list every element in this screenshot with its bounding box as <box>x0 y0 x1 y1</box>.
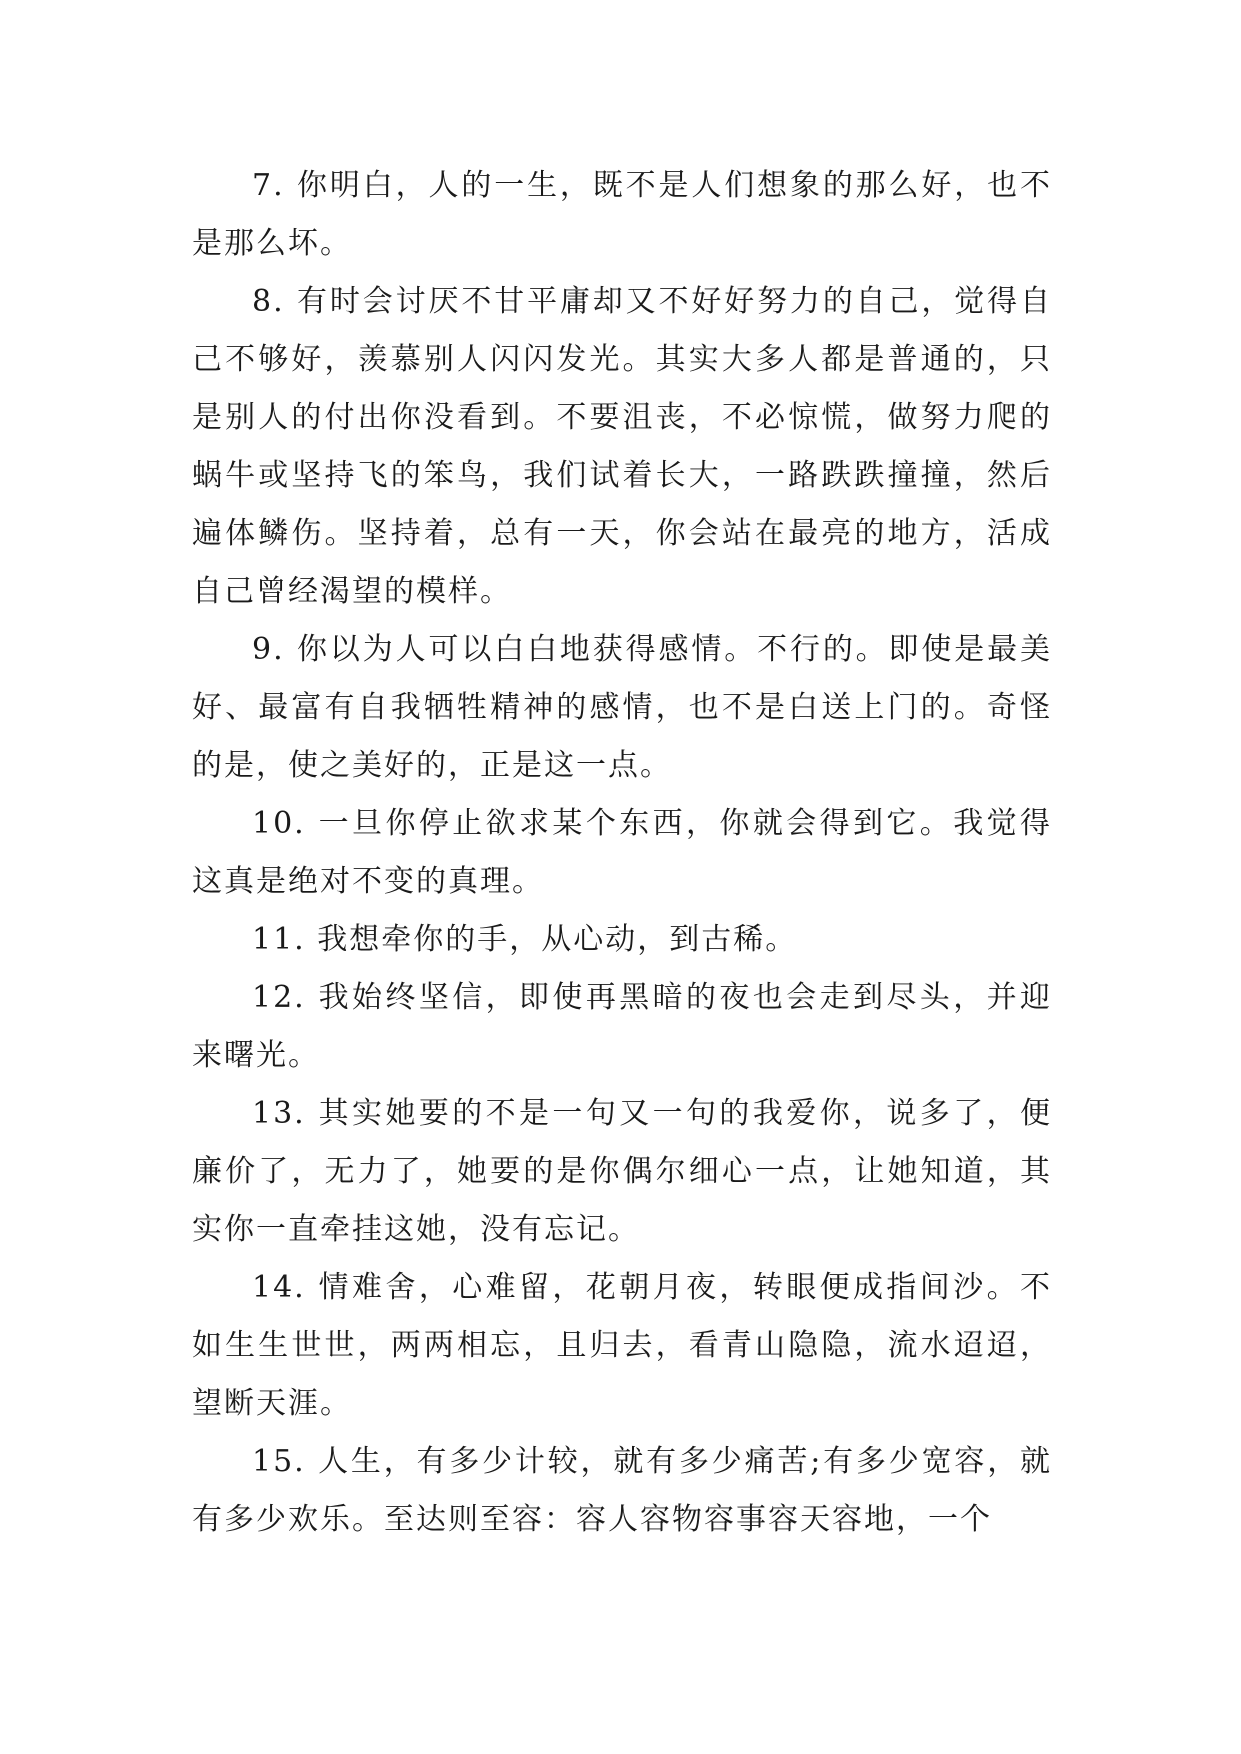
paragraph-text: 我始终坚信，即使再黑暗的夜也会走到尽头，并迎来曙光。 <box>192 980 1052 1073</box>
paragraph-text: 有时会讨厌不甘平庸却又不好好努力的自己，觉得自己不够好，羡慕别人闪闪发光。其实大多人都是普通的，只是别人的付出你没看到。不要沮丧，不必惊慌，做努力爬的蜗牛或坚持飞的笨鸟，我们试着长大，一路跌跌撞撞，然后遍体鳞伤。坚持着，总有一天，你会站在最亮的地方，活成自己曾经渴望的模样。 <box>192 284 1052 609</box>
paragraph-7 <box>192 157 1052 273</box>
paragraph-text: 情难舍，心难留，花朝月夜，转眼便成指间沙。不如生生世世，两两相忘，且归去，看青山隐隐，流水迢迢，望断天涯。 <box>192 1270 1052 1421</box>
paragraph-number: 15. <box>252 1444 306 1479</box>
paragraph-15 <box>192 1433 1052 1549</box>
paragraph-number: 8. <box>252 284 285 319</box>
paragraph-11 <box>192 911 1052 969</box>
paragraph-10 <box>192 795 1052 911</box>
paragraph-number: 9. <box>252 632 285 667</box>
paragraph-number: 12. <box>252 980 306 1015</box>
paragraph-number: 7. <box>252 168 285 203</box>
paragraph-number: 13. <box>252 1096 306 1131</box>
paragraph-text: 其实她要的不是一句又一句的我爱你，说多了，便廉价了，无力了，她要的是你偶尔细心一点，让她知道，其实你一直牵挂这她，没有忘记。 <box>192 1096 1052 1247</box>
paragraph-text: 一旦你停止欲求某个东西，你就会得到它。我觉得这真是绝对不变的真理。 <box>192 806 1052 899</box>
paragraph-12 <box>192 969 1052 1085</box>
paragraph-8 <box>192 273 1052 621</box>
paragraph-number: 10. <box>252 806 306 841</box>
paragraph-13 <box>192 1085 1052 1259</box>
paragraph-text: 人生，有多少计较，就有多少痛苦;有多少宽容，就有多少欢乐。至达则至容：容人容物容事容天容地，一个 <box>192 1444 1053 1537</box>
paragraph-number: 11. <box>252 922 306 957</box>
paragraph-text: 我想牵你的手，从心动，到古稀。 <box>317 922 798 957</box>
document-body <box>192 157 1052 1549</box>
paragraph-9 <box>192 621 1052 795</box>
paragraph-14 <box>192 1259 1052 1433</box>
paragraph-text: 你以为人可以白白地获得感情。不行的。即使是最美好、最富有自我牺牲精神的感情，也不是白送上门的。奇怪的是，使之美好的，正是这一点。 <box>192 632 1052 783</box>
paragraph-text: 你明白，人的一生，既不是人们想象的那么好，也不是那么坏。 <box>192 168 1052 261</box>
paragraph-number: 14. <box>252 1270 306 1305</box>
